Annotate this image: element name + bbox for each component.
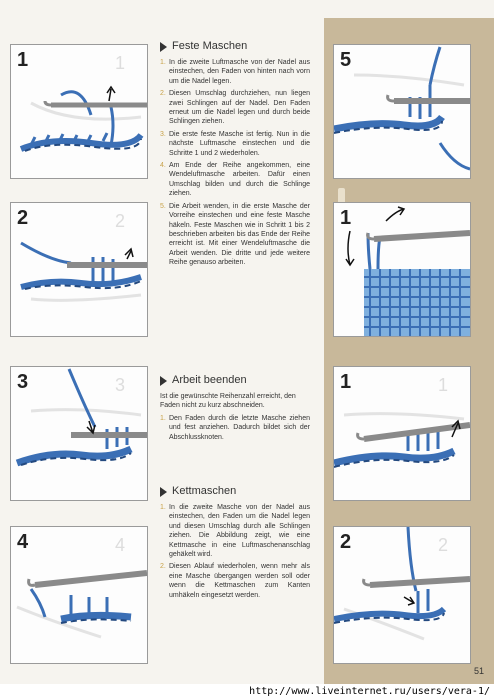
- photo-number: 5: [340, 49, 352, 71]
- page-number: 51: [473, 666, 484, 676]
- photo-slip-stitch-step-2: [333, 526, 471, 664]
- photo-number: 1: [340, 371, 352, 393]
- crochet-illustration-1: [11, 45, 147, 178]
- photo-step-2: [10, 202, 148, 337]
- crochet-illustration-4: [11, 527, 147, 663]
- section-heading: [160, 487, 310, 497]
- photo-number: 1: [17, 49, 29, 71]
- photo-number: 2: [340, 531, 352, 553]
- step-number: 2.: [160, 90, 166, 98]
- photo-number: 1: [340, 207, 352, 229]
- section-arbeit-beenden: [160, 376, 310, 445]
- section-title: Feste Maschen: [172, 40, 248, 53]
- step-text: Die Arbeit wenden, in die erste Masche der Vorreihe einstechen und eine feste Masche häkeln. Feste Maschen wie in Schritt 1 bis 2 beschrieben arbeiten bis das Ende der Reihe erreicht ist. Mit einer Wendeluftmasche die Arbeit wenden. Die dritte und jede weitere Reihe genauso arbeiten.: [169, 202, 310, 267]
- ghost-number: 3: [115, 375, 126, 395]
- step-number: 1.: [160, 59, 166, 66]
- step-number: 1.: [160, 504, 166, 511]
- section-heading: [160, 376, 310, 386]
- steps-list: [160, 503, 310, 600]
- ghost-number: 4: [115, 535, 126, 555]
- step-text: Am Ende der Reihe angekommen, eine Wendeluftmasche arbeiten. Dafür einen Umschlag bilden und durch die Schlinge ziehen.: [169, 162, 310, 198]
- section-title: Kettmaschen: [172, 485, 237, 498]
- step-text: In die zweite Masche von der Nadel aus einstechen, den Faden um die Nadel legen und diesen Umschlag durch alle Schlingen ziehen. Die Abbildung zeigt, wie eine Kettmasche in eine Luftmaschenanschlag gehäkelt wird.: [169, 504, 310, 559]
- source-url: http://www.liveinternet.ru/users/vera-1/: [249, 686, 490, 697]
- step-number: 1.: [160, 414, 166, 422]
- crochet-illustration-2: [11, 203, 147, 336]
- step-number: 3.: [160, 130, 166, 138]
- photo-number: 3: [17, 371, 29, 393]
- section-intro: Ist die gewünschte Reihenzahl erreicht, den Faden nicht zu kurz abschneiden.: [160, 393, 296, 410]
- photo-step-5: [333, 44, 471, 179]
- step-item: [160, 503, 310, 559]
- photo-step-3: [10, 366, 148, 501]
- triangle-bullet-icon: [160, 487, 167, 497]
- triangle-bullet-icon: [160, 376, 167, 386]
- photo-step-1: [10, 44, 148, 179]
- ghost-number: 1: [115, 53, 126, 73]
- step-text: Den Faden durch die letzte Masche ziehen und fest anziehen. Dadurch bildet sich der Abschlussknoten.: [169, 414, 310, 441]
- section-feste-maschen: [160, 42, 310, 271]
- step-text: Diesen Ablauf wiederholen, wenn mehr als eine Masche übergangen werden soll oder wenn die Kettmaschen zum Kanten umhäkeln eingesetzt werden.: [169, 563, 310, 599]
- step-item: [160, 89, 310, 127]
- section-title: Arbeit beenden: [172, 374, 247, 387]
- step-item: [160, 202, 310, 268]
- section-kettmaschen: [160, 487, 310, 603]
- triangle-bullet-icon: [160, 42, 167, 52]
- photo-step-4: [10, 526, 148, 664]
- photo-number: 4: [17, 531, 29, 553]
- ghost-number: 2: [438, 535, 449, 555]
- steps-list: [160, 58, 310, 268]
- photo-finish-step-1: [333, 366, 471, 501]
- step-item: [160, 58, 310, 86]
- section-heading: [160, 42, 310, 52]
- step-text: In die zweite Luftmasche von der Nadel aus einstechen, den Faden von hinten nach vorn um die Nadel legen.: [169, 59, 310, 85]
- crochet-illustration-3: [11, 367, 147, 500]
- photo-number: 2: [17, 207, 29, 229]
- step-item: [160, 562, 310, 600]
- step-number: 5.: [160, 202, 166, 210]
- step-item: [160, 130, 310, 158]
- step-number: 2.: [160, 563, 166, 571]
- step-item: [160, 414, 310, 442]
- step-item: [160, 161, 310, 199]
- step-text: Die erste feste Masche ist fertig. Nun in die nächste Luftmasche einstechen und die Schritte 1 und 2 wiederholen.: [169, 130, 310, 157]
- ghost-number: 1: [438, 375, 449, 395]
- crochet-illustration-slip-stitch: [334, 527, 470, 663]
- steps-list: [160, 414, 310, 442]
- step-number: 4.: [160, 162, 166, 170]
- crochet-illustration-5: [334, 45, 470, 178]
- ghost-number: 2: [115, 211, 126, 231]
- step-text: Diesen Umschlag durchziehen, nun liegen zwei Schlingen auf der Nadel. Den Faden erneut um die Nadel legen und durch beide Schlingen ziehen.: [169, 90, 310, 126]
- crochet-illustration-finish: [334, 367, 470, 500]
- crochet-swatch-illustration: [334, 203, 470, 336]
- photo-swatch: [333, 202, 471, 337]
